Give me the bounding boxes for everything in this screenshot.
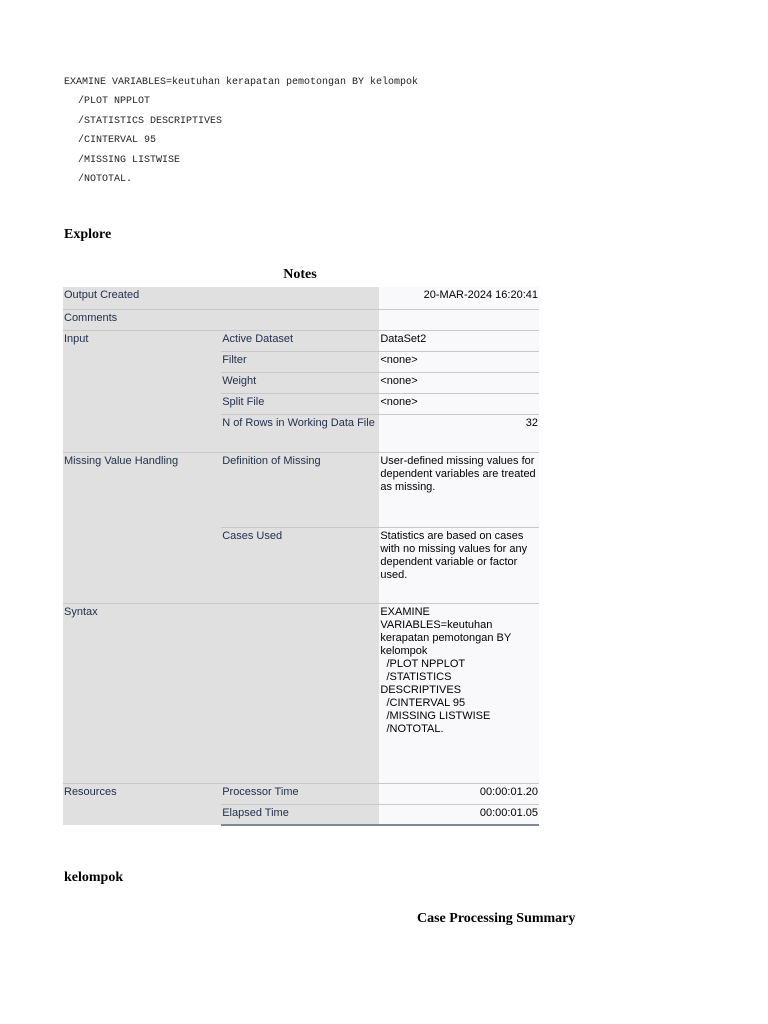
output-created-value: 20-MAR-2024 16:20:41 [379, 287, 539, 309]
comments-label: Comments [63, 309, 379, 330]
kelompok-heading: kelompok [64, 870, 124, 885]
syntax-line: /STATISTICS DESCRIPTIVES [78, 115, 223, 127]
syntax-value-line: kelompok [380, 644, 428, 657]
n-rows-label: N of Rows in Working Data File [221, 414, 379, 452]
elapsed-time-label: Elapsed Time [221, 804, 379, 825]
active-dataset-label: Active Dataset [221, 330, 379, 351]
syntax-block [64, 73, 418, 189]
syntax-value-line: /CINTERVAL 95 [380, 696, 466, 709]
syntax-value-line: /PLOT NPPLOT [380, 657, 466, 670]
split-file-value: <none> [379, 393, 539, 414]
definition-value: User-defined missing values for dependent variables are treated as missing. [379, 452, 539, 527]
syntax-line: /PLOT NPPLOT [78, 96, 151, 108]
table-row [63, 330, 539, 351]
case-processing-heading: Case Processing Summary [417, 911, 576, 926]
syntax-value-line: kerapatan pemotongan BY [380, 631, 512, 644]
split-file-label: Split File [221, 393, 379, 414]
filter-value: <none> [379, 351, 539, 372]
processor-time-label: Processor Time [221, 783, 379, 804]
resources-label: Resources [63, 783, 221, 825]
syntax-value-line: /MISSING LISTWISE [380, 709, 491, 722]
notes-title: Notes [283, 267, 317, 282]
syntax-line: EXAMINE VARIABLES=keutuhan kerapatan pemotongan BY kelompok [64, 77, 419, 88]
cases-used-value: Statistics are based on cases with no missing values for any dependent variable or factor used. [379, 527, 539, 603]
syntax-value-line: EXAMINE [380, 605, 430, 618]
table-row [63, 452, 539, 527]
syntax-line: /CINTERVAL 95 [78, 135, 157, 147]
syntax-value-line: /NOTOTAL. [380, 722, 444, 735]
comments-value [379, 309, 539, 330]
syntax-line: /NOTOTAL. [78, 173, 133, 185]
input-label: Input [63, 330, 221, 452]
missing-label: Missing Value Handling [63, 452, 221, 603]
weight-value: <none> [379, 372, 539, 393]
elapsed-time-value: 00:00:01.05 [379, 804, 539, 825]
syntax-label: Syntax [63, 603, 379, 783]
processor-time-value: 00:00:01.20 [379, 783, 539, 804]
explore-heading: Explore [64, 227, 112, 242]
cases-used-label: Cases Used [221, 527, 379, 603]
output-created-label: Output Created [63, 287, 379, 309]
table-row [63, 309, 539, 330]
active-dataset-value: DataSet2 [379, 330, 539, 351]
table-row [63, 783, 539, 804]
syntax-value-line: DESCRIPTIVES [380, 683, 462, 696]
syntax-value-line: VARIABLES=keutuhan [380, 618, 493, 631]
filter-label: Filter [221, 351, 379, 372]
definition-label: Definition of Missing [221, 452, 379, 527]
notes-table [63, 287, 539, 826]
weight-label: Weight [221, 372, 379, 393]
n-rows-value: 32 [379, 414, 539, 452]
syntax-value-line: /STATISTICS [380, 670, 452, 683]
table-row [63, 287, 539, 309]
syntax-value [379, 603, 539, 783]
syntax-line: /MISSING LISTWISE [78, 154, 181, 166]
table-row [63, 603, 539, 783]
